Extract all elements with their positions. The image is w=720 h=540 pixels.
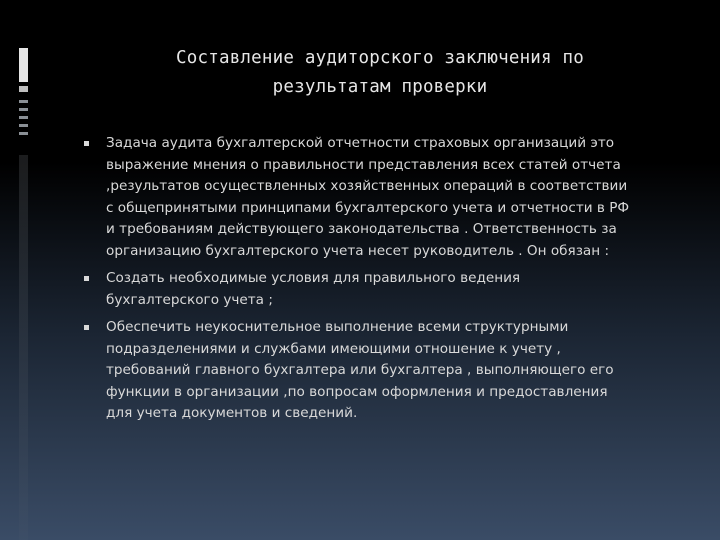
bullet-text-line: Обеспечить неукоснительное выполнение всеми структурными [106, 319, 569, 335]
bullet-square-icon [84, 325, 89, 330]
bullet-item [84, 133, 684, 262]
decorative-stripe [19, 124, 28, 127]
bullet-text-line: организацию бухгалтерского учета несет руководитель . Он обязан : [106, 242, 610, 259]
decorative-stripe [19, 108, 28, 111]
decorative-column [19, 155, 28, 540]
bullet-text-line: Создать необходимые условия для правильного ведения [106, 270, 521, 286]
bullet-text-line: Задача аудита бухгалтерской отчетности страховых организаций это [106, 135, 615, 151]
bullet-item [84, 317, 684, 425]
bullet-square-icon [84, 276, 89, 281]
bullet-text-line: с общепринятыми принципами бухгалтерского учета и отчетности в РФ [106, 199, 630, 216]
slide-title-line: Составление аудиторского заключения по [176, 48, 584, 68]
bullet-text-line: ,результатов осуществленных хозяйственных операций в соответствии [106, 178, 628, 194]
decorative-stripe [19, 116, 28, 119]
slide-title [120, 44, 640, 102]
bullet-text-line: выражение мнения о правильности представления всех статей отчета [106, 156, 621, 173]
decorative-stripe [19, 132, 28, 135]
bullet-text-line: функции в организации ,по вопросам оформления и предоставления [106, 383, 608, 400]
decorative-block [19, 86, 28, 92]
bullet-square-icon [84, 141, 89, 146]
bullet-text-line: бухгалтерского учета ; [106, 291, 273, 308]
bullet-item [84, 268, 684, 311]
bullet-text-line: для учета документов и сведений. [106, 405, 358, 421]
slide-title-line: результатам проверки [272, 77, 488, 97]
bullet-text-line: подразделениями и службами имеющими отношение к учету , [106, 340, 561, 357]
bullet-text-line: требований главного бухгалтера или бухгалтера , выполняющего его [106, 362, 614, 378]
bullet-text-line: и требованиям действующего законодательства . Ответственность за [106, 221, 617, 237]
decorative-block [19, 48, 28, 82]
bullet-list [84, 133, 684, 431]
decorative-stripe [19, 100, 28, 103]
